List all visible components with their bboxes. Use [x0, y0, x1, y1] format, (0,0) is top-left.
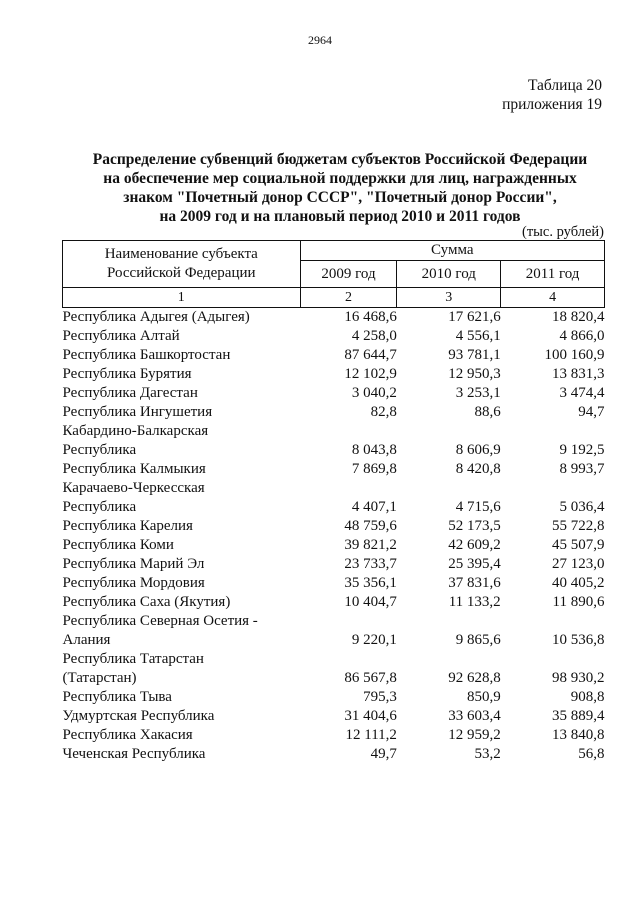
region-name: Республика Татарстан [62, 651, 204, 667]
value-2009: 23 733,7 [344, 556, 397, 572]
header-col-num-3: 3 [397, 288, 501, 308]
region-name: Республика Марий Эл [62, 556, 205, 572]
region-name-cell [63, 346, 301, 365]
value-2011: 56,8 [578, 746, 605, 762]
region-name-cell [63, 745, 301, 764]
page-number: 2964 [308, 33, 332, 47]
header-sum: Сумма [300, 241, 604, 261]
region-name-cell [63, 403, 301, 422]
value-2009: 82,8 [370, 404, 397, 420]
table-header [63, 241, 605, 308]
value-2011: 45 507,9 [552, 537, 605, 553]
table-row [63, 688, 605, 707]
region-name: Республика Саха (Якутия) [62, 594, 231, 610]
value-2009: 795,3 [363, 689, 397, 705]
header-year-2011: 2011 год [501, 261, 605, 288]
region-name: Республика Адыгея (Адыгея) [62, 309, 250, 325]
value-2011: 27 123,0 [552, 556, 605, 572]
table-row [63, 460, 605, 479]
value-2009: 86 567,8 [344, 670, 397, 686]
value-2011: 55 722,8 [552, 518, 605, 534]
value-2010: 25 395,4 [448, 556, 501, 572]
value-2009: 35 356,1 [344, 575, 397, 591]
value-2011: 13 840,8 [552, 727, 605, 743]
region-name-cell [63, 479, 301, 517]
title-line2: на обеспечение мер социальной поддержки для лиц, награжденных [103, 170, 577, 187]
table-row [63, 422, 605, 460]
value-2010: 42 609,2 [448, 537, 501, 553]
table-row [63, 593, 605, 612]
title-line3: знаком "Почетный донор СССР", "Почетный донор России", [123, 189, 557, 206]
value-2011: 100 160,9 [544, 347, 605, 363]
region-name-cell [63, 555, 301, 574]
value-2009: 12 111,2 [345, 727, 397, 743]
table-row [63, 327, 605, 346]
value-2010: 37 831,6 [448, 575, 501, 591]
header-col-num-4: 4 [501, 288, 605, 308]
value-2010: 92 628,8 [448, 670, 501, 686]
value-2010: 4 556,1 [455, 328, 501, 344]
value-2009: 7 869,8 [351, 461, 397, 477]
region-name: Республика Бурятия [62, 366, 192, 382]
header-year-2010: 2010 год [397, 261, 501, 288]
header-col-num-2: 2 [300, 288, 397, 308]
value-2009: 4 407,1 [351, 499, 397, 515]
value-2009: 87 644,7 [344, 347, 397, 363]
header-year-2009: 2009 год [300, 261, 397, 288]
table-row [63, 726, 605, 745]
value-2009: 12 102,9 [344, 366, 397, 382]
value-2010: 12 950,3 [448, 366, 501, 382]
value-2009: 9 220,1 [351, 632, 397, 648]
table-row [63, 650, 605, 688]
value-2009: 4 258,0 [351, 328, 397, 344]
value-2009: 10 404,7 [344, 594, 397, 610]
header-name-line2: Российской Федерации [107, 265, 256, 281]
region-name-cell [63, 726, 301, 745]
value-2011: 10 536,8 [552, 632, 605, 648]
region-name: Чеченская Республика [62, 746, 206, 762]
table-reference [502, 76, 602, 114]
value-2009: 8 043,8 [351, 442, 397, 458]
region-name: Республика Мордовия [62, 575, 205, 591]
region-name-cell [63, 308, 301, 328]
region-name-cell [63, 422, 301, 460]
region-name-cell [63, 365, 301, 384]
region-name: Республика Северная Осетия - [62, 613, 258, 629]
table-row [63, 346, 605, 365]
value-2011: 40 405,2 [552, 575, 605, 591]
region-name-cell [63, 612, 301, 650]
header-name-cell [63, 241, 301, 288]
table-row [63, 536, 605, 555]
table-row [63, 403, 605, 422]
region-name: Республика Калмыкия [62, 461, 206, 477]
title-line1: Распределение субвенций бюджетам субъектов Российской Федерации [92, 151, 588, 168]
value-2010: 3 253,1 [455, 385, 501, 401]
table-row [63, 555, 605, 574]
region-name-cell [63, 384, 301, 403]
value-2010: 93 781,1 [448, 347, 501, 363]
region-name-cell [63, 650, 301, 688]
table-row [63, 479, 605, 517]
value-2011: 13 831,3 [552, 366, 605, 382]
value-2010: 52 173,5 [448, 518, 501, 534]
units-label: (тыс. рублей) [522, 224, 604, 240]
value-2011: 9 192,5 [559, 442, 605, 458]
value-2010: 850,9 [466, 689, 501, 705]
region-name-continued: Республика [62, 442, 137, 458]
subventions-table [62, 240, 605, 764]
value-2009: 39 821,2 [344, 537, 397, 553]
value-2009: 16 468,6 [344, 309, 397, 325]
table-ref-line2: приложения 19 [502, 96, 602, 113]
value-2010: 53,2 [474, 746, 501, 762]
value-2010: 9 865,6 [455, 632, 501, 648]
value-2011: 98 930,2 [552, 670, 605, 686]
value-2011: 4 866,0 [559, 328, 605, 344]
region-name-cell [63, 574, 301, 593]
value-2010: 12 959,2 [448, 727, 501, 743]
value-2011: 35 889,4 [552, 708, 605, 724]
value-2011: 908,8 [570, 689, 605, 705]
region-name: Республика Хакасия [62, 727, 193, 743]
table-row [63, 612, 605, 650]
value-2010: 4 715,6 [455, 499, 501, 515]
value-2009: 31 404,6 [344, 708, 397, 724]
value-2009: 49,7 [370, 746, 397, 762]
region-name-continued: (Татарстан) [62, 670, 137, 686]
region-name: Республика Тыва [62, 689, 172, 705]
region-name-cell [63, 517, 301, 536]
region-name-cell [63, 536, 301, 555]
region-name: Удмуртская Республика [62, 708, 215, 724]
value-2009: 48 759,6 [344, 518, 397, 534]
region-name: Кабардино-Балкарская [62, 423, 209, 439]
region-name: Карачаево-Черкесская [62, 480, 205, 496]
region-name-cell [63, 688, 301, 707]
region-name: Республика Ингушетия [62, 404, 213, 420]
region-name-cell [63, 460, 301, 479]
value-2011: 8 993,7 [559, 461, 605, 477]
region-name: Республика Алтай [62, 328, 180, 344]
region-name-continued: Алания [62, 632, 111, 648]
table-row [63, 365, 605, 384]
region-name: Республика Дагестан [62, 385, 198, 401]
table-body [63, 308, 605, 765]
value-2010: 8 420,8 [455, 461, 501, 477]
header-name-line1: Наименование субъекта [104, 246, 258, 262]
title-line4: на 2009 год и на плановый период 2010 и 2011 годов [159, 208, 521, 225]
table-row [63, 517, 605, 536]
value-2010: 88,6 [474, 404, 501, 420]
table-row [63, 308, 605, 328]
value-2010: 8 606,9 [455, 442, 501, 458]
table-row [63, 384, 605, 403]
value-2011: 94,7 [578, 404, 605, 420]
value-2011: 11 890,6 [552, 594, 605, 610]
value-2011: 18 820,4 [552, 309, 605, 325]
table-ref-line1: Таблица 20 [527, 77, 602, 94]
region-name-cell [63, 593, 301, 612]
region-name: Республика Коми [62, 537, 174, 553]
region-name-cell [63, 707, 301, 726]
value-2010: 11 133,2 [448, 594, 501, 610]
header-col-num-1: 1 [63, 288, 301, 308]
value-2009: 3 040,2 [351, 385, 397, 401]
region-name: Республика Башкортостан [62, 347, 231, 363]
value-2010: 33 603,4 [448, 708, 501, 724]
table-row [63, 574, 605, 593]
region-name-continued: Республика [62, 499, 137, 515]
value-2011: 3 474,4 [559, 385, 605, 401]
value-2011: 5 036,4 [559, 499, 605, 515]
document-title [60, 150, 620, 226]
value-2010: 17 621,6 [448, 309, 501, 325]
table-row [63, 707, 605, 726]
region-name: Республика Карелия [62, 518, 193, 534]
region-name-cell [63, 327, 301, 346]
table-row [63, 745, 605, 764]
